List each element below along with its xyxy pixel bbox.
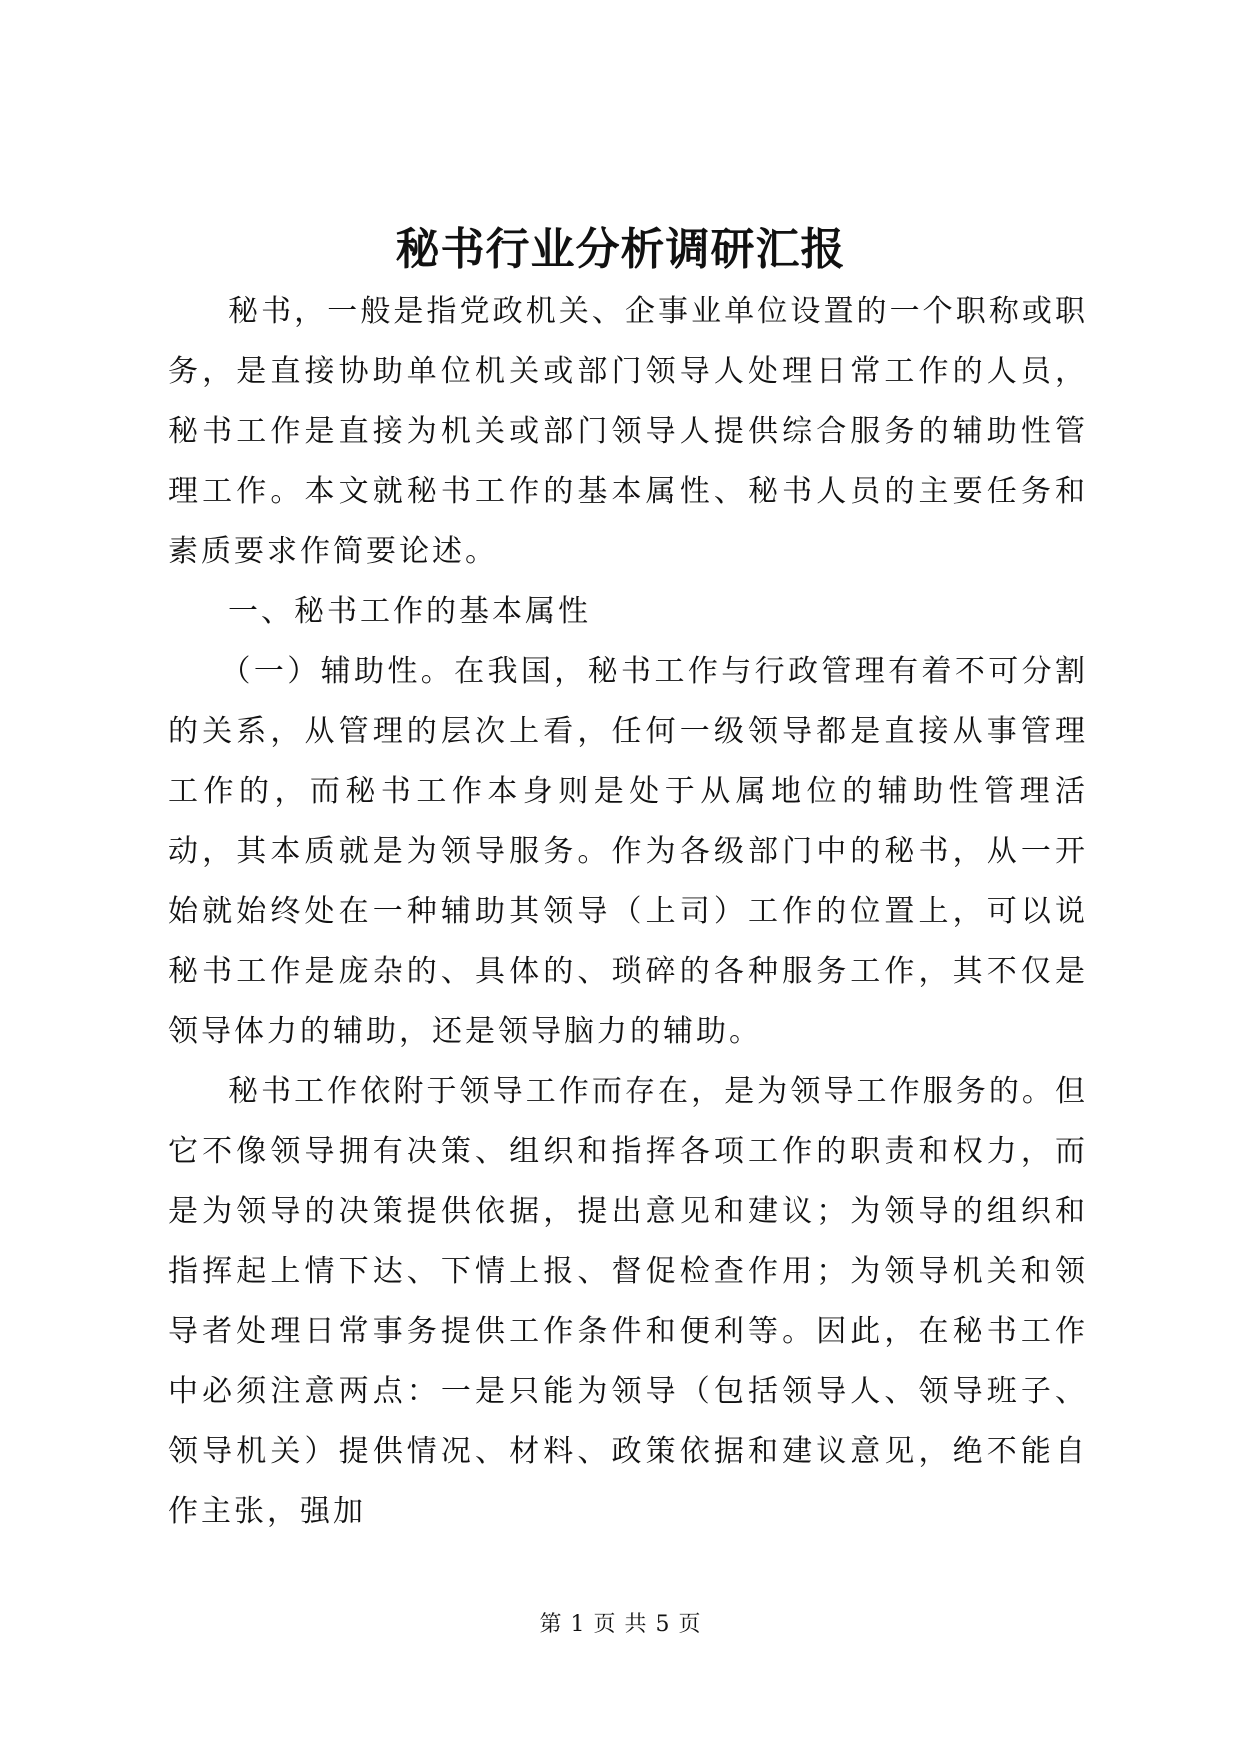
body-paragraph: 秘书工作依附于领导工作而存在，是为领导工作服务的。但它不像领导拥有决策、组织和指挥各项工作的职责和权力，而是为领导的决策提供依据，提出意见和建议；为领导的组织和指挥起上情下达、下情上报、督促检查作用；为领导机关和领导者处理日常事务提供工作条件和便利等。因此，在秘书工作中必须注意两点：一是只能为领导（包括领导人、领导班子、领导机关）提供情况、材料、政策依据和建议意见，绝不能自作主张，强加 [168,1074,1088,1529]
page-footer: 第 1 页 共 5 页 [539,1612,702,1637]
document-body [168,282,1088,1542]
document-title: 秘书行业分析调研汇报 [395,224,846,275]
intro-paragraph: 秘书，一般是指党政机关、企事业单位设置的一个职称或职务，是直接协助单位机关或部门领导人处理日常工作的人员，秘书工作是直接为机关或部门领导人提供综合服务的辅助性管理工作。本文就秘书工作的基本属性、秘书人员的主要任务和素质要求作简要论述。 [168,294,1088,569]
subsection-paragraph: （一）辅助性。在我国，秘书工作与行政管理有着不可分割的关系，从管理的层次上看，任何一级领导都是直接从事管理工作的，而秘书工作本身则是处于从属地位的辅助性管理活动，其本质就是为领导服务。作为各级部门中的秘书，从一开始就始终处在一种辅助其领导（上司）工作的位置上，可以说秘书工作是庞杂的、具体的、琐碎的各种服务工作，其不仅是领导体力的辅助，还是领导脑力的辅助。 [168,654,1088,1049]
section-heading: 一、秘书工作的基本属性 [228,594,591,629]
